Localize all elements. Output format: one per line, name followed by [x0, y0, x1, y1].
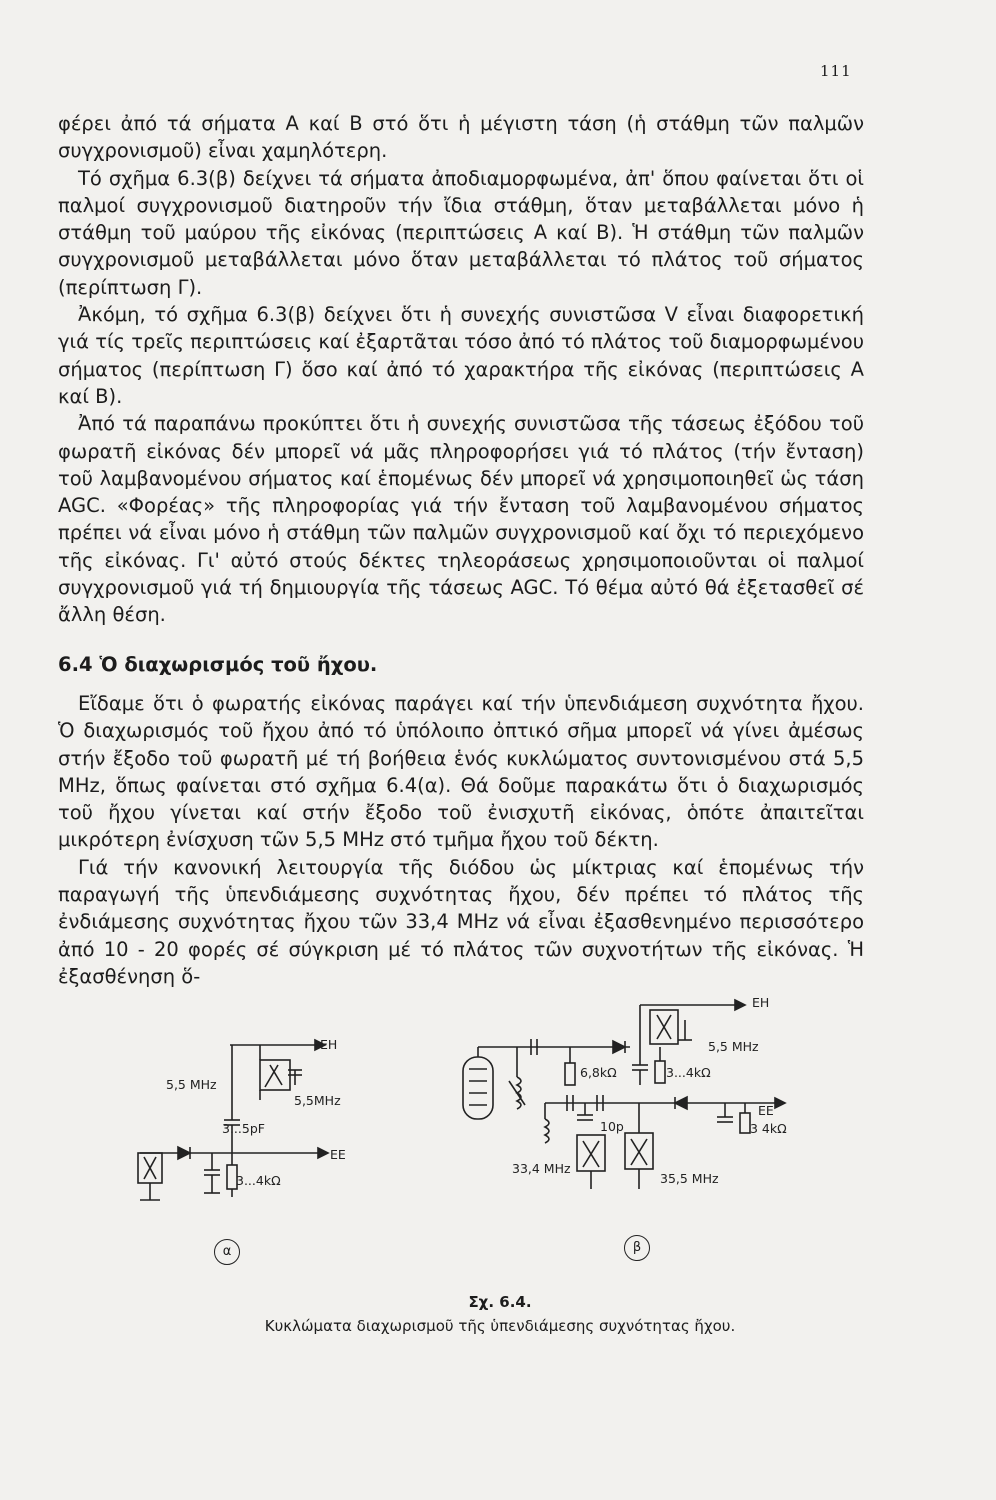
- figure-caption-text: Κυκλώματα διαχωρισμοῦ τῆς ὑπενδιάμεσης συχνότητας ἤχου.: [264, 1317, 736, 1335]
- paragraph: Ἀκόμη, τό σχῆμα 6.3(β) δείχνει ὅτι ἡ συνεχής συνιστῶσα V εἶναι διαφορετική γιά τίς τρεῖς περιπτώσεις καί ἐξαρτᾶται τόσο ἀπό τό πλάτος τοῦ διαμορφωμένου σήματος (περίπτωση Γ) ὅσο καί ἀπό τό χαρακτήρα τῆς εἰκόνας (περιπτώσεις Α καί Β).: [58, 303, 864, 408]
- label-ee: ΕΕ: [330, 1147, 346, 1162]
- figure-number: Σχ. 6.4.: [468, 1293, 532, 1311]
- paragraph: Ἀπό τά παραπάνω προκύπτει ὅτι ἡ συνεχής συνιστῶσα τῆς τάσεως ἐξόδου τοῦ φωρατῆ εἰκόνας δέν μπορεῖ νά μᾶς πληροφορήσει γιά τό πλάτος (τήν ἔνταση) τοῦ λαμβανομένου σήματος καί ἑπομένως δέν μπορεῖ νά χρησιμοποιηθεῖ ὡς τάση AGC. «Φορέας» τῆς πληροφορίας γιά τήν ἔνταση τοῦ λαμβανομένου σήματος πρέπει νά εἶναι μόνο ἡ στάθμη τῶν παλμῶν συγχρονισμοῦ καί ὄχι τό περιεχόμενο τῆς εἰκόνας. Γι' αὐτό στούς δέκτες τηλεοράσεως χρησιμοποιοῦνται οἱ παλμοί συγχρονισμοῦ γιά τή δημιουργία τῆς τάσεως AGC. Τό θέμα αὐτό θά ἐξετασθεῖ σέ ἄλλη θέση.: [58, 412, 864, 627]
- circuit-beta-diagram: [455, 985, 795, 1215]
- page-number: 111: [820, 62, 852, 80]
- circuit-alpha-diagram: [120, 1025, 380, 1305]
- label-beta-ee: ΕΕ: [758, 1103, 774, 1118]
- paragraph: Τό σχῆμα 6.3(β) δείχνει τά σήματα ἀποδιαμορφωμένα, ἀπ' ὅπου φαίνεται ὅτι οἱ παλμοί συγχρονισμοῦ διατηροῦν τήν ἴδια στάθμη, ὅταν μεταβάλλεται μόνο ἡ στάθμη τοῦ μαύρου τῆς εἰκόνας (περιπτώσεις Α καί Β). Ἡ στάθμη τῶν παλμῶν συγχρονισμοῦ μεταβάλλεται μόνο ὅταν μεταβάλλεται τό πλάτος τοῦ σήματος (περίπτωση Γ).: [58, 166, 864, 299]
- section-heading: 6.4 Ὁ διαχωρισμός τοῦ ἤχου.: [58, 652, 378, 676]
- label-beta-res-top: 3...4kΩ: [666, 1065, 711, 1080]
- label-cap: 3...5pF: [222, 1121, 265, 1136]
- figure-caption: [150, 1290, 850, 1338]
- label-beta-f334: 33,4 MHz: [512, 1161, 571, 1176]
- label-beta-cap10: 10p: [600, 1119, 624, 1134]
- tag-beta: β: [624, 1235, 650, 1261]
- label-freq-left: 5,5 MHz: [166, 1077, 217, 1092]
- label-eh: ΕΗ: [320, 1037, 338, 1052]
- paragraph: Εἴδαμε ὅτι ὁ φωρατής εἰκόνας παράγει καί τήν ὑπενδιάμεση συχνότητα ἤχου. Ὁ διαχωρισμός τοῦ ἤχου ἀπό τό ὑπόλοιπο ὀπτικό σῆμα μπορεῖ νά γίνει ἀμέσως στήν ἔξοδο τοῦ φωρατῆ μέ τή βοήθεια ἑνός κυκλώματος συντονισμένου στά 5,5 MHz, ὅπως φαίνεται στό σχῆμα 6.4(α). Θά δοῦμε παρακάτω ὅτι ὁ διαχωρισμός τοῦ ἤχου γίνεται καί στήν ἔξοδο τοῦ ἐνισχυτῆ εἰκόνας, ὁπότε ἀπαιτεῖται μικρότερη ἐνίσχυση τῶν 5,5 MHz στό τμῆμα ἤχου τοῦ δέκτη.: [58, 691, 864, 852]
- label-beta-res-right: 3 4kΩ: [750, 1121, 787, 1136]
- paragraph: φέρει ἀπό τά σήματα Α καί Β στό ὅτι ἡ μέγιστη τάση (ἡ στάθμη τῶν παλμῶν συγχρονισμοῦ) εἶναι χαμηλότερη.: [58, 112, 864, 163]
- label-beta-r68: 6,8kΩ: [580, 1065, 617, 1080]
- body-text: [58, 110, 864, 990]
- label-freq-right: 5,5MHz: [294, 1093, 341, 1108]
- circuit-figure: [120, 985, 800, 1285]
- label-beta-f355: 35,5 MHz: [660, 1171, 719, 1186]
- label-beta-eh: ΕΗ: [752, 995, 770, 1010]
- tag-alpha: α: [214, 1239, 240, 1265]
- label-res: 3...4kΩ: [236, 1173, 281, 1188]
- paragraph: Γιά τήν κανονική λειτουργία τῆς διόδου ὡς μίκτριας καί ἑπομένως τήν παραγωγή τῆς ὑπενδιάμεσης συχνότητας ἤχου, δέν πρέπει τό πλάτος τῆς ἐνδιάμεσης συχνότητας ἤχου τῶν 33,4 MHz νά εἶναι ἐξασθενημένο περισσότερο ἀπό 10 - 20 φορές σέ σύγκριση μέ τό πλάτος τῶν συχνοτήτων τῆς εἰκόνας. Ἡ ἐξασθένηση ὅ-: [58, 855, 864, 988]
- label-beta-freq: 5,5 MHz: [708, 1039, 759, 1054]
